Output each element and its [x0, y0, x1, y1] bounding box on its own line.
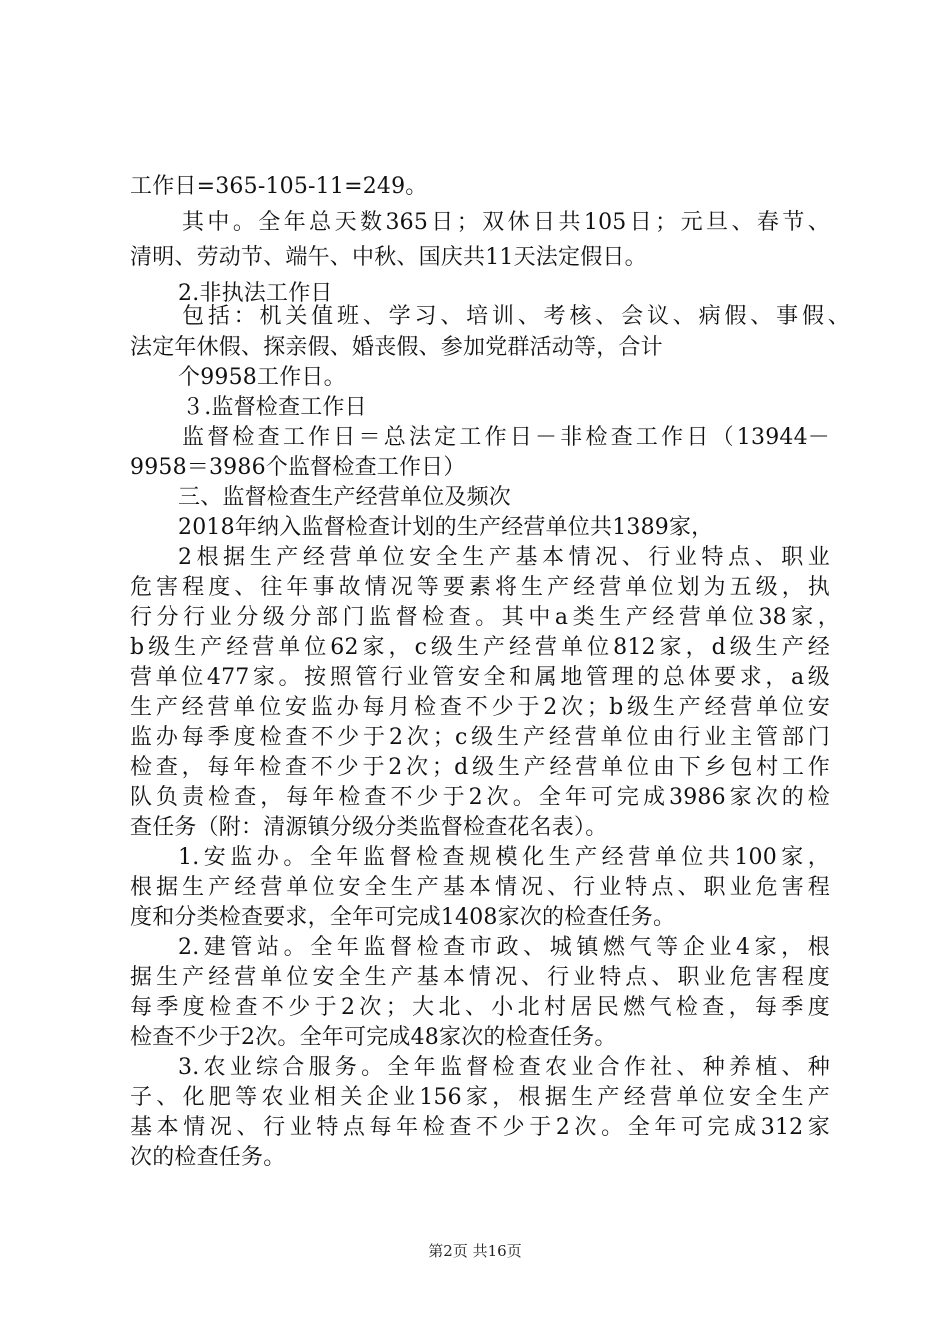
- text-line: 个9958工作日。: [178, 365, 346, 390]
- text-line: 1.安监办。全年监督检查规模化生产经营单位共100家，: [178, 845, 830, 870]
- text-line: 2.建管站。全年监督检查市政、城镇燃气等企业4家，根: [178, 935, 830, 960]
- text-line: 其中。全年总天数365日；双休日共105日；元旦、春节、: [182, 210, 830, 235]
- text-line: 监督检查工作日＝总法定工作日－非检查工作日（13944－: [182, 425, 830, 450]
- page-number-footer: 第2页 共16页: [428, 1242, 522, 1260]
- text-line: 子、化肥等农业相关企业156家，根据生产经营单位安全生产: [130, 1085, 830, 1110]
- text-line: 2018年纳入监督检查计划的生产经营单位共1389家，: [178, 515, 714, 540]
- text-line: 营单位477家。按照管行业管安全和属地管理的总体要求，a级: [130, 665, 830, 690]
- text-line: 工作日=365-105-11=249。: [130, 174, 428, 199]
- text-line: 据生产经营单位安全生产基本情况、行业特点、职业危害程度: [130, 965, 830, 990]
- text-line: 检查不少于2次。全年可完成48家次的检查任务。: [130, 1025, 617, 1050]
- text-line: 度和分类检查要求，全年可完成1408家次的检查任务。: [130, 905, 676, 930]
- text-line: 生产经营单位安监办每月检查不少于2次；b级生产经营单位安: [130, 695, 830, 720]
- text-line: 清明、劳动节、端午、中秋、国庆共11天法定假日。: [130, 245, 647, 270]
- section-heading: ３.监督检查工作日: [182, 395, 367, 420]
- text-line: 检查，每年检查不少于2次；d级生产经营单位由下乡包村工作: [130, 755, 830, 780]
- text-line: 根据生产经营单位安全生产基本情况、行业特点、职业危害程: [130, 875, 830, 900]
- text-line: 队负责检查，每年检查不少于2次。全年可完成3986家次的检: [130, 785, 830, 810]
- text-line: 每季度检查不少于2次；大北、小北村居民燃气检查，每季度: [130, 995, 830, 1020]
- text-line: 危害程度、往年事故情况等要素将生产经营单位划为五级，执: [130, 575, 830, 600]
- section-heading: 三、监督检查生产经营单位及频次: [178, 485, 512, 510]
- section-heading: 2.非执法工作日: [178, 281, 333, 306]
- text-line: b级生产经营单位62家，c级生产经营单位812家，d级生产经: [130, 635, 830, 660]
- text-line: 查任务（附：清源镇分级分类监督检查花名表）。: [130, 815, 608, 840]
- text-line: 2根据生产经营单位安全生产基本情况、行业特点、职业: [178, 545, 830, 570]
- text-line: 监办每季度检查不少于2次；c级生产经营单位由行业主管部门: [130, 725, 830, 750]
- text-line: 法定年休假、探亲假、婚丧假、参加党群活动等，合计: [130, 335, 663, 360]
- text-line: 9958＝3986个监督检查工作日）: [130, 455, 466, 480]
- text-line: 包括：机关值班、学习、培训、考核、会议、病假、事假、: [182, 304, 850, 329]
- text-line: 3.农业综合服务。全年监督检查农业合作社、种养植、种: [178, 1055, 830, 1080]
- text-line: 基本情况、行业特点每年检查不少于2次。全年可完成312家: [130, 1115, 830, 1140]
- text-line: 次的检查任务。: [130, 1145, 286, 1170]
- text-line: 行分行业分级分部门监督检查。其中a类生产经营单位38家，: [130, 605, 840, 630]
